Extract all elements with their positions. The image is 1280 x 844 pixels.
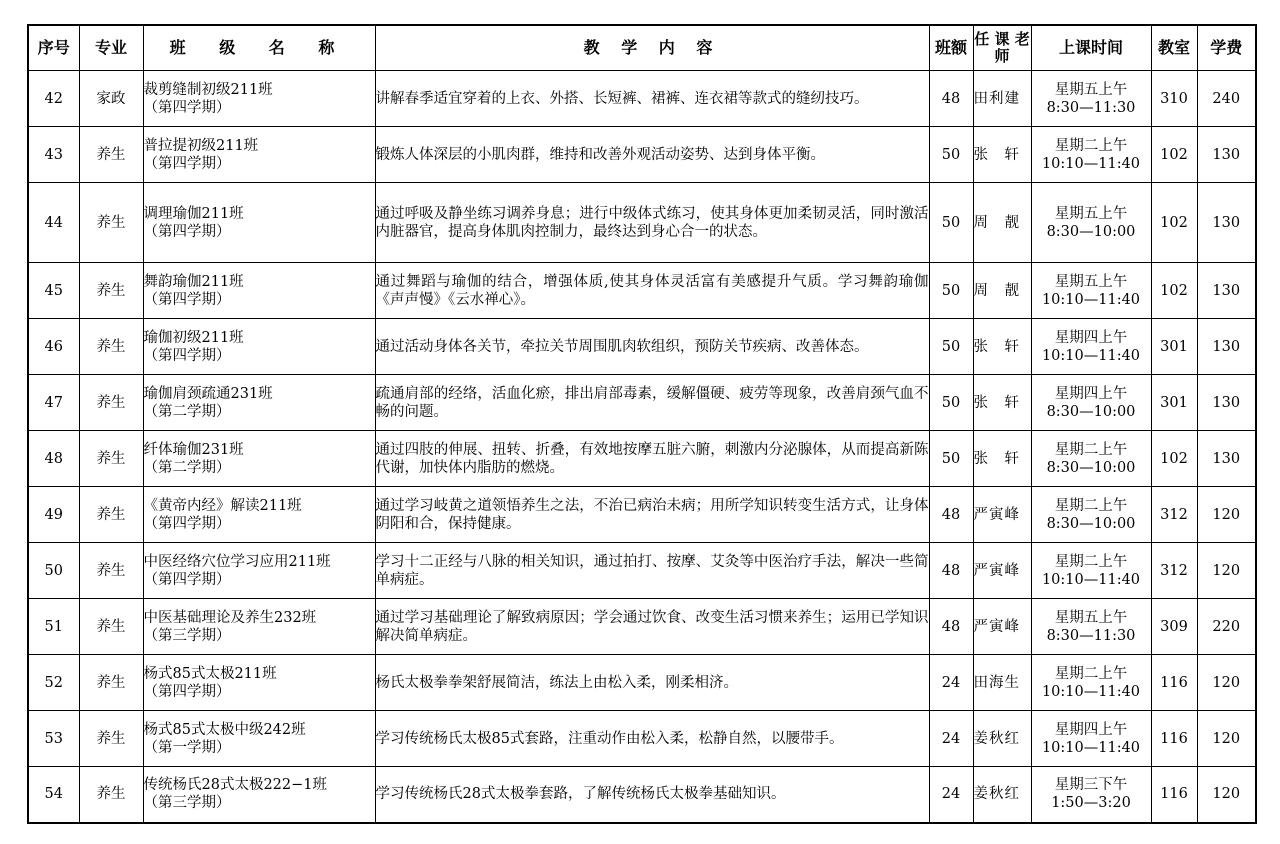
time-hours: 10:10—11:40 [1041,683,1141,700]
cell-time [1031,127,1151,183]
table-row [28,375,1256,431]
cell-content: 通过舞蹈与瑜伽的结合，增强体质,使其身体灵活富有美感提升气质。学习舞韵瑜伽《声声慢》《云水禅心》。 [375,263,929,319]
cell-content: 通过学习岐黄之道领悟养生之法，不治已病治未病；用所学知识转变生活方式，让身体阴阳和合，保持健康。 [375,487,929,543]
time-hours: 10:10—11:40 [1041,291,1141,308]
cell-capacity: 50 [929,127,973,183]
cell-teacher: 姜秋红 [973,711,1031,767]
time-hours: 8:30—11:30 [1046,99,1136,116]
table-row [28,543,1256,599]
cell-fee: 130 [1197,263,1256,319]
table-row [28,183,1256,263]
time-day: 星期五上午 [1054,609,1128,626]
table-body [28,71,1256,823]
cell-major: 养生 [79,319,143,375]
cell-content: 通过四肢的伸展、扭转、折叠，有效地按摩五脏六腑，刺激内分泌腺体，从而提高新陈代谢，加快体内脂肪的燃烧。 [375,431,929,487]
cell-class-name [143,431,375,487]
cell-class-name [143,543,375,599]
cell-seq: 43 [28,127,79,183]
cell-fee: 220 [1197,599,1256,655]
cell-content: 讲解春季适宜穿着的上衣、外搭、长短裤、裙裤、连衣裙等款式的缝纫技巧。 [375,71,929,127]
time-day: 星期四上午 [1054,329,1128,346]
cell-class-name [143,767,375,823]
cell-seq: 45 [28,263,79,319]
cell-room: 102 [1151,183,1197,263]
cell-time [1031,711,1151,767]
class-name: 舞韵瑜伽211班 [143,273,244,290]
header-time: 上课时间 [1031,25,1151,71]
cell-room: 116 [1151,767,1197,823]
cell-class-name [143,183,375,263]
cell-seq: 54 [28,767,79,823]
class-name: 传统杨氏28式太极222−1班 [143,777,328,794]
cell-seq: 44 [28,183,79,263]
cell-seq: 46 [28,319,79,375]
cell-seq: 51 [28,599,79,655]
cell-seq: 48 [28,431,79,487]
class-term: （第一学期） [143,739,231,756]
cell-room: 116 [1151,711,1197,767]
cell-time [1031,543,1151,599]
header-major: 专业 [79,25,143,71]
cell-teacher: 严寅峰 [973,599,1031,655]
table-row [28,655,1256,711]
cell-major: 养生 [79,599,143,655]
time-hours: 8:30—10:00 [1046,515,1136,532]
cell-fee: 120 [1197,711,1256,767]
time-hours: 10:10—11:40 [1041,571,1141,588]
header-row [28,25,1256,71]
cell-teacher: 张 轩 [973,375,1031,431]
cell-time [1031,183,1151,263]
class-term: （第四学期） [143,99,231,116]
table-row [28,263,1256,319]
cell-major: 养生 [79,127,143,183]
header-room: 教室 [1151,25,1197,71]
cell-teacher: 严寅峰 [973,487,1031,543]
cell-capacity: 50 [929,263,973,319]
header-capacity: 班额 [929,25,973,71]
cell-content: 疏通肩部的经络，活血化瘀，排出肩部毒素，缓解僵硬、疲劳等现象，改善肩颈气血不畅的问题。 [375,375,929,431]
table-row [28,487,1256,543]
cell-capacity: 48 [929,71,973,127]
table-row [28,711,1256,767]
class-name: 瑜伽肩颈疏通231班 [143,385,273,402]
time-hours: 10:10—11:40 [1041,347,1141,364]
table-row [28,767,1256,823]
time-day: 星期五上午 [1054,205,1128,222]
cell-fee: 130 [1197,183,1256,263]
cell-capacity: 48 [929,599,973,655]
cell-room: 102 [1151,431,1197,487]
header-fee: 学费 [1197,25,1256,71]
cell-content: 学习十二正经与八脉的相关知识，通过拍打、按摩、艾灸等中医治疗手法，解决一些简单病症。 [375,543,929,599]
cell-time [1031,487,1151,543]
time-day: 星期五上午 [1054,81,1128,98]
time-day: 星期四上午 [1054,721,1128,738]
time-hours: 8:30—10:00 [1046,459,1136,476]
class-term: （第四学期） [143,155,231,172]
table-row [28,71,1256,127]
class-name: 中医基础理论及养生232班 [143,609,317,626]
cell-content: 锻炼人体深层的小肌肉群，维持和改善外观活动姿势、达到身体平衡。 [375,127,929,183]
cell-seq: 52 [28,655,79,711]
cell-content: 杨氏太极拳拳架舒展简洁，练法上由松入柔，刚柔相济。 [375,655,929,711]
cell-major: 养生 [79,431,143,487]
cell-time [1031,263,1151,319]
cell-class-name [143,487,375,543]
class-name: 纤体瑜伽231班 [143,441,244,458]
table-row [28,319,1256,375]
cell-teacher: 周 靓 [973,263,1031,319]
cell-time [1031,431,1151,487]
cell-teacher: 严寅峰 [973,543,1031,599]
cell-room: 309 [1151,599,1197,655]
cell-seq: 53 [28,711,79,767]
class-name: 《黄帝内经》解读211班 [143,497,302,514]
class-term: （第四学期） [143,347,231,364]
cell-capacity: 50 [929,183,973,263]
cell-content: 学习传统杨氏28式太极拳套路，了解传统杨氏太极拳基础知识。 [375,767,929,823]
class-term: （第四学期） [143,571,231,588]
time-hours: 10:10—11:40 [1041,739,1141,756]
cell-fee: 130 [1197,127,1256,183]
class-term: （第三学期） [143,627,231,644]
time-hours: 8:30—10:00 [1046,403,1136,420]
cell-capacity: 48 [929,487,973,543]
cell-time [1031,71,1151,127]
cell-room: 102 [1151,127,1197,183]
cell-capacity: 24 [929,767,973,823]
table-row [28,599,1256,655]
cell-class-name [143,655,375,711]
cell-fee: 240 [1197,71,1256,127]
cell-major: 养生 [79,375,143,431]
time-day: 星期三下午 [1054,777,1128,794]
class-term: （第二学期） [143,403,231,420]
cell-major: 养生 [79,767,143,823]
cell-teacher: 张 轩 [973,431,1031,487]
cell-fee: 120 [1197,767,1256,823]
cell-teacher: 田海生 [973,655,1031,711]
cell-room: 116 [1151,655,1197,711]
class-name: 裁剪缝制初级211班 [143,81,273,98]
cell-class-name [143,319,375,375]
cell-teacher: 张 轩 [973,127,1031,183]
cell-capacity: 50 [929,431,973,487]
cell-major: 养生 [79,183,143,263]
cell-major: 家政 [79,71,143,127]
class-term: （第二学期） [143,459,231,476]
time-hours: 10:10—11:40 [1041,155,1141,172]
time-day: 星期四上午 [1054,385,1128,402]
header-seq: 序号 [28,25,79,71]
time-day: 星期二上午 [1054,665,1128,682]
class-term: （第三学期） [143,795,231,812]
cell-content: 通过呼吸及静坐练习调养身息；进行中级体式练习，使其身体更加柔韧灵活，同时激活内脏器官，提高身体肌肉控制力，最终达到身心合一的状态。 [375,183,929,263]
table-row [28,431,1256,487]
cell-major: 养生 [79,487,143,543]
cell-room: 310 [1151,71,1197,127]
header-teacher: 任 课 老 师 [973,25,1031,71]
header-content: 教 学 内 容 [375,25,929,71]
cell-time [1031,319,1151,375]
cell-major: 养生 [79,543,143,599]
cell-capacity: 48 [929,543,973,599]
cell-seq: 47 [28,375,79,431]
class-name: 调理瑜伽211班 [143,205,244,222]
cell-room: 301 [1151,319,1197,375]
class-term: （第四学期） [143,291,231,308]
cell-room: 301 [1151,375,1197,431]
cell-capacity: 50 [929,319,973,375]
time-day: 星期二上午 [1054,497,1128,514]
cell-time [1031,599,1151,655]
cell-class-name [143,375,375,431]
time-day: 星期二上午 [1054,441,1128,458]
cell-class-name [143,263,375,319]
cell-major: 养生 [79,711,143,767]
cell-seq: 50 [28,543,79,599]
class-term: （第四学期） [143,683,231,700]
cell-fee: 130 [1197,319,1256,375]
cell-capacity: 24 [929,711,973,767]
header-class-name: 班 级 名 称 [143,25,375,71]
cell-seq: 42 [28,71,79,127]
cell-room: 312 [1151,487,1197,543]
time-hours: 8:30—10:00 [1046,223,1136,240]
class-term: （第四学期） [143,515,231,532]
cell-seq: 49 [28,487,79,543]
cell-teacher: 姜秋红 [973,767,1031,823]
cell-fee: 120 [1197,487,1256,543]
cell-time [1031,375,1151,431]
table-row [28,127,1256,183]
cell-content: 通过活动身体各关节，牵拉关节周围肌肉软组织，预防关节疾病、改善体态。 [375,319,929,375]
class-name: 普拉提初级211班 [143,137,259,154]
course-schedule-table [27,24,1257,824]
cell-teacher: 周 靓 [973,183,1031,263]
time-day: 星期二上午 [1054,553,1128,570]
cell-teacher: 张 轩 [973,319,1031,375]
time-day: 星期二上午 [1054,137,1128,154]
cell-class-name [143,599,375,655]
cell-major: 养生 [79,263,143,319]
cell-fee: 120 [1197,543,1256,599]
cell-class-name [143,71,375,127]
cell-fee: 130 [1197,431,1256,487]
cell-fee: 120 [1197,655,1256,711]
class-name: 杨式85式太极211班 [143,665,277,682]
cell-room: 312 [1151,543,1197,599]
time-hours: 8:30—11:30 [1046,627,1136,644]
cell-time [1031,767,1151,823]
cell-room: 102 [1151,263,1197,319]
cell-content: 通过学习基础理论了解致病原因；学会通过饮食、改变生活习惯来养生；运用已学知识解决简单病症。 [375,599,929,655]
cell-class-name [143,711,375,767]
cell-content: 学习传统杨氏太极85式套路，注重动作由松入柔，松静自然，以腰带手。 [375,711,929,767]
cell-capacity: 24 [929,655,973,711]
cell-fee: 130 [1197,375,1256,431]
class-name: 中医经络穴位学习应用211班 [143,553,331,570]
time-day: 星期五上午 [1054,273,1128,290]
time-hours: 1:50—3:20 [1051,795,1131,812]
class-term: （第四学期） [143,223,231,240]
cell-time [1031,655,1151,711]
cell-class-name [143,127,375,183]
cell-capacity: 50 [929,375,973,431]
class-name: 杨式85式太极中级242班 [143,721,306,738]
cell-teacher: 田利建 [973,71,1031,127]
cell-major: 养生 [79,655,143,711]
class-name: 瑜伽初级211班 [143,329,244,346]
